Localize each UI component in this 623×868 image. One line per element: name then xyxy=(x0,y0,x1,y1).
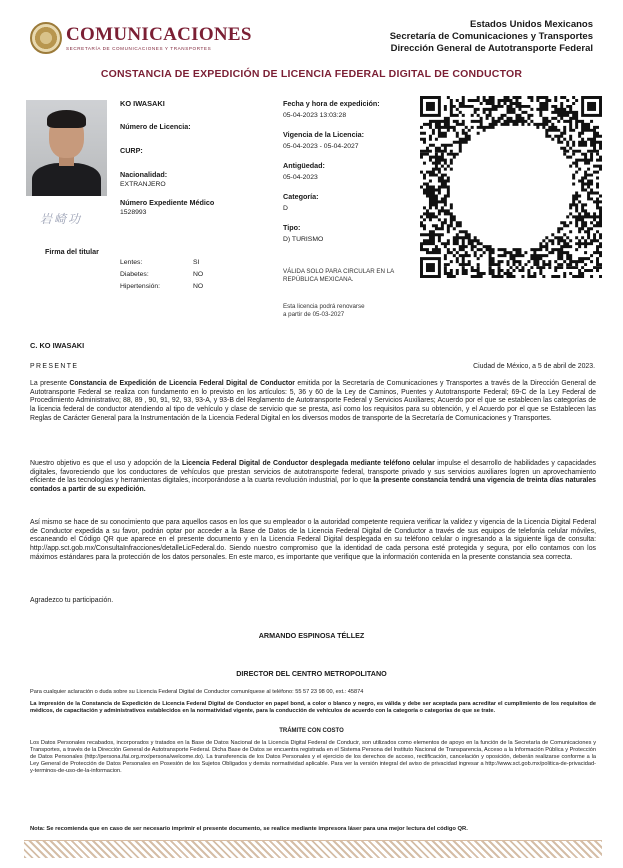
expedicion-value: 05-04-2023 13:03:28 xyxy=(283,112,347,119)
decorative-border xyxy=(24,840,602,858)
government-header xyxy=(390,19,593,55)
validity-note: VÁLIDA SOLO PARA CIRCULAR EN LA REPÚBLICA MEXICANA. xyxy=(283,268,394,283)
privacy-notice: Los Datos Personales recabados, incorporados y tratados en la Base de Datos Nacional de la Licencia Digital Federal de Conducir, son utilizados como elementos de apoyo en la función de la Secretaría de Comunicaciones y Transportes, a través de la Dirección General de Autotransporte Federal. Dicha Base de Datos se encuentra registrada en el Sistema Persona del Instituto Nacional de Transparencia, Acceso a la Información Pública y Protección de Datos Personales (http://persona.ifai.org.mx/persona/welcome.do). La transferencia de los Datos Personales y el ejercicio de los derechos de acceso, rectificación, cancelación y oposición, deberán realizarse conforme a la Ley General de Protección de Datos Personales en Posesión de los Sujetos Obligados y demás normatividad aplicable. Para ver la versión integral del aviso de privacidad ingresar a http://www.sct.gob.mx/politica-de-privacidad-y-terminos-de-uso-de-la-informacion. xyxy=(30,740,596,774)
impresion-note: La impresión de la Constancia de Expedición de Licencia Federal Digital de Conductor en papel bond, a color o blanco y negro, es válida y debe ser aceptada para acreditar el cumplimiento de los requisitos de médicos, de capacitación y administrativos establecidos en la normatividad vigente, para la conducción de vehículos de acuerdo con la categoría o categorías de que se trate. xyxy=(30,701,596,714)
nacionalidad-value: EXTRANJERO xyxy=(120,181,166,188)
health-info xyxy=(120,257,203,293)
antiguedad-value: 05-04-2023 xyxy=(283,174,318,181)
holder-signature: 岩崎功 xyxy=(40,212,83,226)
tipo-label: Tipo: xyxy=(283,223,301,232)
brand-subtitle: SECRETARÍA DE COMUNICACIONES Y TRANSPORTES xyxy=(66,46,212,51)
contact-note: Para cualquier aclaración o duda sobre su Licencia Federal Digital de Conductor comuníquese al teléfono: 55 57 23 98 00, ext.: 45874 xyxy=(30,689,364,695)
gov-line-2: Secretaría de Comunicaciones y Transportes xyxy=(389,31,593,42)
licencia-label: Número de Licencia: xyxy=(120,122,191,131)
place-date: Ciudad de México, a 5 de abril de 2023. xyxy=(473,363,595,370)
vigencia-label: Vigencia de la Licencia: xyxy=(283,130,364,139)
paragraph-4: Agradezco tu participación. xyxy=(30,597,114,604)
expedicion-label: Fecha y hora de expedición: xyxy=(283,99,380,108)
holder-photo xyxy=(26,100,107,196)
holder-name: KO IWASAKI xyxy=(120,99,165,108)
renewal-note-line-2: a partir de 05-03-2027 xyxy=(283,310,345,318)
brand-name: COMUNICACIONES xyxy=(66,24,252,45)
document-title: CONSTANCIA DE EXPEDICIÓN DE LICENCIA FEDERAL DIGITAL DE CONDUCTOR xyxy=(100,68,523,80)
antiguedad-label: Antigüedad: xyxy=(283,161,325,170)
tipo-value: D) TURISMO xyxy=(283,236,324,243)
curp-label: CURP: xyxy=(120,146,143,155)
nacionalidad-label: Nacionalidad: xyxy=(120,170,168,179)
signer-name: ARMANDO ESPINOSA TÉLLEZ xyxy=(258,631,365,640)
renewal-note-line-1: Esta licencia podrá renovarse xyxy=(283,303,365,310)
tramite-label: TRÁMITE CON COSTO xyxy=(279,728,344,734)
hipertension-value: NO xyxy=(193,283,204,290)
holder-info xyxy=(120,99,270,216)
qr-code xyxy=(420,96,602,278)
paragraph-2: Nuestro objetivo es que el uso y adopción de la Licencia Federal Digital de Conductor desplegada mediante teléfono celular impulse el desarrollo de habilidades y capacidades digitales, favoreciendo que los conductores de vehículos que prestan servicios de autotransporte federal, transporte privado y sus servicios auxiliares logren un aprovechamiento eficiente de las tecnologías y herramientas digitales, incorporándose a la cuarta revolución industrial, por lo que la presente constancia tendrá una vigencia de treinta días naturales contados a partir de su expedición. xyxy=(30,460,597,494)
diabetes-value: NO xyxy=(193,271,204,278)
presente-label: PRESENTE xyxy=(30,363,79,370)
expediente-value: 1528993 xyxy=(120,209,147,216)
paragraph-1: La presente Constancia de Expedición de Licencia Federal Digital de Conductor emitida por la Secretaría de Comunicaciones y Transportes a través de la Dirección General de Autotransporte Federal se realiza con fundamento en lo previsto en los artículos: 5, 36 y 60 de la Ley de Caminos, Puentes y Autotransporte Federal; 69-C de la Ley Federal de Procedimiento Administrativo; 88, 89 , 90, 91, 92, 93, 93-A, y 93-B del Reglamento de Autotransporte Federal y Servicios Auxiliares; Acuerdo por el que se establecen las categorías de la licencia federal de conductor atendiendo al tipo de vehículo y clase de servicio que se presta, así como los requisitos para su obtención, y el Acuerdo por el que se Establecen las Reglas de Carácter General para la Instrumentación de la Licencia Federal Digital en los diversos modos de transporte de la Secretaría de Comunicaciones y Transportes. xyxy=(30,380,597,422)
renewal-note xyxy=(283,303,423,318)
print-note: Nota: Se recomienda que en caso de ser necesario imprimir el presente documento, se realice mediante impresora láser para una mejor lectura del código QR. xyxy=(30,826,468,832)
firma-label: Firma del titular xyxy=(45,247,99,256)
comunicaciones-logo xyxy=(30,22,252,54)
vigencia-value: 05-04-2023 - 05-04-2027 xyxy=(283,143,359,150)
lentes-label: Lentes: xyxy=(120,259,143,266)
gov-line-3: Dirección General de Autotransporte Federal xyxy=(390,43,593,54)
license-dates xyxy=(283,99,418,243)
expediente-label: Número Expediente Médico xyxy=(120,198,215,207)
lentes-value: SI xyxy=(193,259,200,266)
diabetes-label: Diabetes: xyxy=(120,271,149,278)
categoria-label: Categoría: xyxy=(283,192,319,201)
addressee: C. KO IWASAKI xyxy=(30,341,85,350)
categoria-value: D xyxy=(283,205,288,212)
paragraph-3: Así mismo se hace de su conocimiento que para aquellos casos en los que su empleador o la autoridad competente requiera verificar la validez y vigencia de la Licencia Digital Federal de Conductor expedida a su favor, podrán optar por acceder a la Base de Datos de la Licencia Federal Digital de Conductor a través de sus equipos de telefonía celular móviles, escaneando el Código QR que aparece en el presente documento y en la Licencia Federal Digital desplegada en su teléfono celular o ingresando a la siguiente liga de consulta: http://app.sct.gob.mx/ConsultaInfracciones/detalleLicFederal.do. Siendo nuestro compromiso que la identidad de cada persona esté protegida y segura, por ello contamos con los máximos estándares para la protección de los datos personales. En este marco, es importante que verifique que la información contenida en la presente constancia sea correcta. xyxy=(30,519,596,561)
gov-line-1: Estados Unidos Mexicanos xyxy=(469,19,593,30)
hipertension-label: Hipertensión: xyxy=(120,283,161,290)
signer-title: DIRECTOR DEL CENTRO METROPOLITANO xyxy=(236,669,387,678)
seal-icon xyxy=(30,22,62,54)
